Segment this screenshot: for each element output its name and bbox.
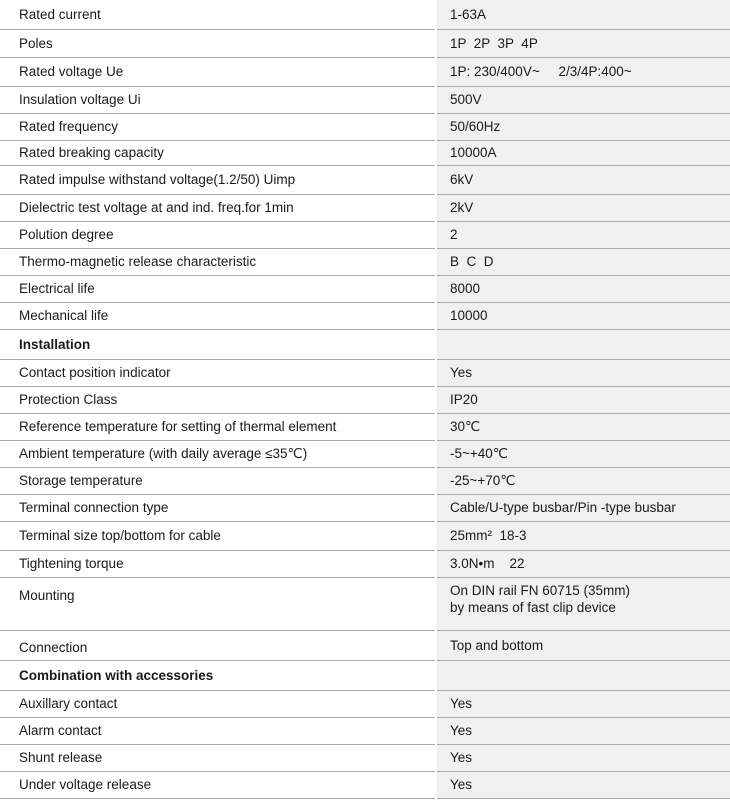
spec-row-connection <box>0 630 730 660</box>
spec-label: Rated current <box>0 0 436 29</box>
spec-row-electrical-life <box>0 275 730 302</box>
spec-label: Contact position indicator <box>0 359 436 386</box>
spec-label: Auxillary contact <box>0 690 436 717</box>
spec-row-impulse-voltage <box>0 165 730 194</box>
section-installation <box>0 329 730 359</box>
spec-row-release-characteristic <box>0 248 730 275</box>
spec-label: Tightening torque <box>0 550 436 577</box>
spec-row-ambient-temperature <box>0 440 730 467</box>
spec-label: Alarm contact <box>0 717 436 744</box>
spec-value: Yes <box>436 690 730 717</box>
spec-label: Shunt release <box>0 744 436 771</box>
section-title: Combination with accessories <box>0 660 436 690</box>
spec-value: 50/60Hz <box>436 113 730 140</box>
mounting-line-1: On DIN rail FN 60715 (35mm) <box>450 582 631 598</box>
spec-row-terminal-size <box>0 521 730 550</box>
spec-value: 1-63A <box>436 0 730 29</box>
spec-value: 25mm² 18-3 <box>436 521 730 550</box>
spec-value: 10000 <box>436 302 730 329</box>
spec-row-undervoltage-release <box>0 771 730 798</box>
spec-value: 1P 2P 3P 4P <box>436 29 730 57</box>
spec-row-rated-voltage <box>0 57 730 86</box>
spec-label: Mounting <box>0 577 436 630</box>
spec-value <box>436 577 730 630</box>
spec-label: Rated voltage Ue <box>0 57 436 86</box>
spec-label: Storage temperature <box>0 467 436 494</box>
spec-label: Poles <box>0 29 436 57</box>
spec-value: IP20 <box>436 386 730 413</box>
section-title: Installation <box>0 329 436 359</box>
spec-row-rated-current <box>0 0 730 29</box>
spec-label: Connection <box>0 630 436 660</box>
section-value-empty <box>436 329 730 359</box>
spec-label: Rated frequency <box>0 113 436 140</box>
spec-row-protection-class <box>0 386 730 413</box>
spec-value: Yes <box>436 744 730 771</box>
spec-label: Ambient temperature (with daily average ≤35℃) <box>0 440 436 467</box>
spec-row-tightening-torque <box>0 550 730 577</box>
spec-label: Terminal size top/bottom for cable <box>0 521 436 550</box>
spec-row-mechanical-life <box>0 302 730 329</box>
spec-value: -25~+70℃ <box>436 467 730 494</box>
spec-value: 8000 <box>436 275 730 302</box>
mounting-line-2: by means of fast clip device <box>450 599 616 615</box>
spec-value: -5~+40℃ <box>436 440 730 467</box>
spec-row-storage-temperature <box>0 467 730 494</box>
spec-value: 500V <box>436 86 730 113</box>
spec-row-polution-degree <box>0 221 730 248</box>
spec-label: Terminal connection type <box>0 494 436 521</box>
spec-value: B C D <box>436 248 730 275</box>
spec-label: Rated breaking capacity <box>0 140 436 165</box>
spec-value: 3.0N•m 22 <box>436 550 730 577</box>
spec-value: Yes <box>436 771 730 798</box>
spec-label: Thermo-magnetic release characteristic <box>0 248 436 275</box>
spec-row-auxillary-contact <box>0 690 730 717</box>
section-value-empty <box>436 660 730 690</box>
spec-value: 30℃ <box>436 413 730 440</box>
spec-value: Top and bottom <box>436 630 730 660</box>
spec-label: Reference temperature for setting of thermal element <box>0 413 436 440</box>
spec-row-mounting <box>0 577 730 630</box>
spec-label: Dielectric test voltage at and ind. freq.for 1min <box>0 194 436 221</box>
spec-label: Insulation voltage Ui <box>0 86 436 113</box>
spec-row-reference-temperature <box>0 413 730 440</box>
spec-label: Mechanical life <box>0 302 436 329</box>
spec-value: Cable/U-type busbar/Pin -type busbar <box>436 494 730 521</box>
spec-value: 2 <box>436 221 730 248</box>
spec-row-rated-frequency <box>0 113 730 140</box>
spec-row-insulation-voltage <box>0 86 730 113</box>
spec-value: 2kV <box>436 194 730 221</box>
spec-label: Protection Class <box>0 386 436 413</box>
spec-label: Under voltage release <box>0 771 436 798</box>
spec-label: Rated impulse withstand voltage(1.2/50) Uimp <box>0 165 436 194</box>
spec-value: 10000A <box>436 140 730 165</box>
spec-value: Yes <box>436 717 730 744</box>
spec-row-shunt-release <box>0 744 730 771</box>
spec-row-contact-indicator <box>0 359 730 386</box>
spec-row-alarm-contact <box>0 717 730 744</box>
spec-label: Polution degree <box>0 221 436 248</box>
spec-row-breaking-capacity <box>0 140 730 165</box>
spec-label: Electrical life <box>0 275 436 302</box>
spec-value: Yes <box>436 359 730 386</box>
section-accessories <box>0 660 730 690</box>
spec-value: 6kV <box>436 165 730 194</box>
spec-row-poles <box>0 29 730 57</box>
spec-value: 1P: 230/400V~ 2/3/4P:400~ <box>436 57 730 86</box>
spec-row-terminal-connection <box>0 494 730 521</box>
spec-row-dielectric-test <box>0 194 730 221</box>
